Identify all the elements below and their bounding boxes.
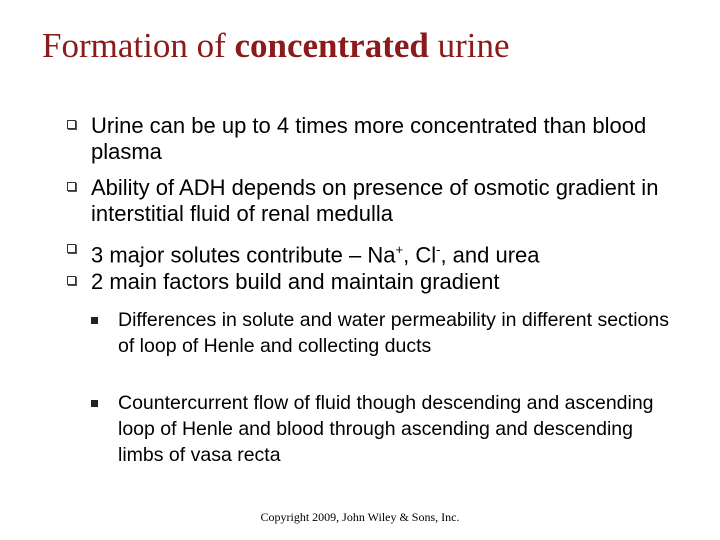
bullet-text: Ability of ADH depends on presence of osmotic gradient in interstitial fluid of renal medulla xyxy=(91,175,659,226)
hollow-square-bullet-icon xyxy=(67,120,76,129)
hollow-square-bullet-icon xyxy=(67,244,76,253)
hollow-square-bullet-icon xyxy=(67,276,76,285)
bullet-item xyxy=(91,237,691,268)
slide-title xyxy=(42,26,510,66)
filled-square-bullet-icon xyxy=(91,400,98,407)
bullet-text: 2 main factors build and maintain gradient xyxy=(91,269,500,294)
bullet-text-part: , Cl xyxy=(403,242,437,268)
title-bold-word: concentrated xyxy=(234,26,429,65)
bullet-item xyxy=(91,175,691,227)
filled-square-bullet-icon xyxy=(91,317,98,324)
sub-bullet-item xyxy=(118,390,678,468)
sodium-charge: + xyxy=(395,242,404,257)
hollow-square-bullet-icon xyxy=(67,182,76,191)
bullet-item xyxy=(91,269,691,295)
copyright-footer: Copyright 2009, John Wiley & Sons, Inc. xyxy=(260,510,460,524)
sub-bullet-text: Differences in solute and water permeability in different sections of loop of Henle and collecting ducts xyxy=(118,309,669,357)
bullet-text: Urine can be up to 4 times more concentrated than blood plasma xyxy=(91,113,647,164)
title-prefix: Formation of xyxy=(42,26,235,65)
chloride-charge: - xyxy=(436,242,441,257)
sub-bullet-text: Countercurrent flow of fluid though descending and ascending loop of Henle and blood through ascending and descending limbs of vasa recta xyxy=(118,392,654,466)
bullet-item xyxy=(91,113,691,165)
sub-bullet-item xyxy=(118,307,678,359)
bullet-text-part: , and urea xyxy=(440,242,540,268)
title-suffix: urine xyxy=(428,26,510,65)
bullet-text-part: 3 major solutes contribute – Na xyxy=(91,242,396,268)
